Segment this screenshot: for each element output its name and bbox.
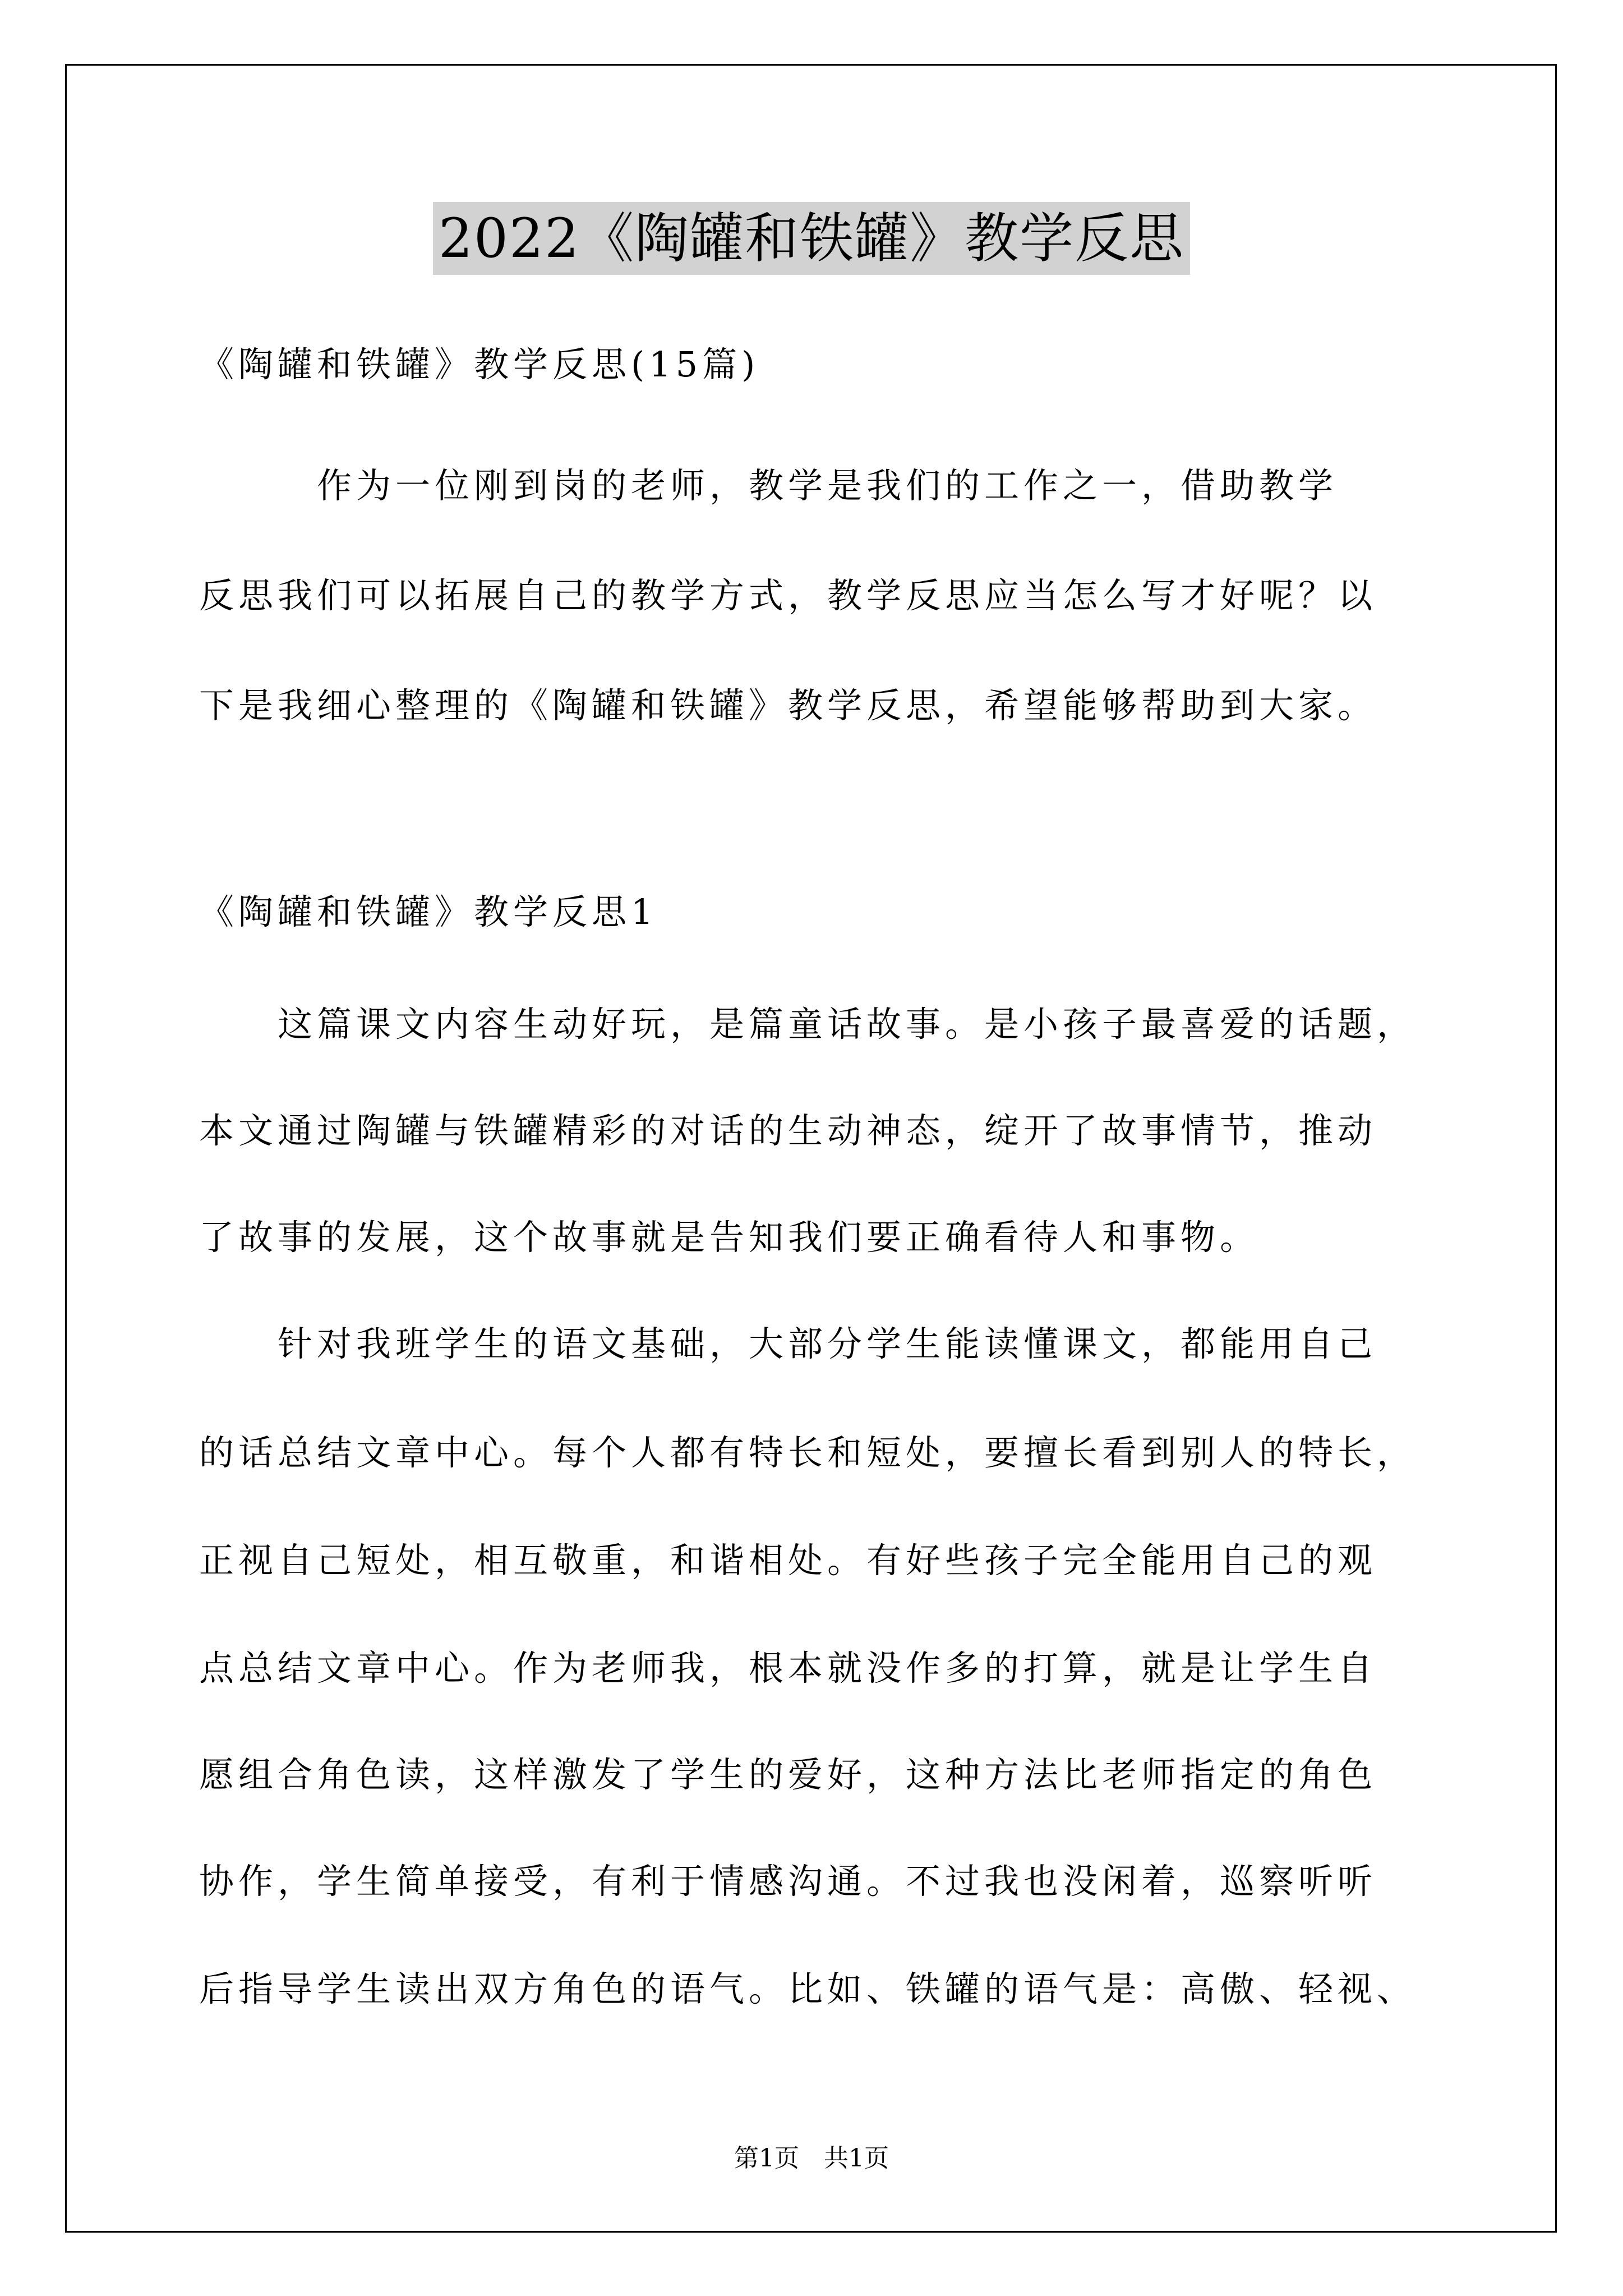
text-line: 协作，学生简单接受，有利于情感沟通。不过我也没闲着，巡察听听 xyxy=(199,1861,1377,1902)
text-line: 的话总结文章中心。每个人都有特长和短处，要擅长看到别人的特长， xyxy=(199,1432,1417,1473)
text-line: 针对我班学生的语文基础，大部分学生能读懂课文，都能用自己 xyxy=(199,1323,1377,1364)
text-line: 后指导学生读出双方角色的语气。比如、铁罐的语气是：高傲、轻视、 xyxy=(199,1968,1417,2009)
section-heading: 《陶罐和铁罐》教学反思1 xyxy=(199,891,658,932)
document-title xyxy=(0,202,1623,275)
text-line: 作为一位刚到岗的老师，教学是我们的工作之一，借助教学 xyxy=(199,465,1338,506)
text-line: 愿组合角色读，这样激发了学生的爱好，这种方法比老师指定的角色 xyxy=(199,1754,1377,1795)
text-line: 这篇课文内容生动好玩，是篇童话故事。是小孩子最喜爱的话题， xyxy=(199,1004,1417,1045)
page-footer: 第1页 共1页 xyxy=(734,2144,889,2173)
text-line: 本文通过陶罐与铁罐精彩的对话的生动神态，绽开了故事情节，推动 xyxy=(199,1110,1377,1151)
text-line: 点总结文章中心。作为老师我，根本就没作多的打算，就是让学生自 xyxy=(199,1648,1377,1688)
text-line: 正视自己短处，相互敬重，和谐相处。有好些孩子完全能用自己的观 xyxy=(199,1540,1377,1581)
text-line: 下是我细心整理的《陶罐和铁罐》教学反思，希望能够帮助到大家。 xyxy=(199,685,1377,726)
subtitle-line: 《陶罐和铁罐》教学反思(15篇) xyxy=(199,344,760,385)
text-line: 反思我们可以拓展自己的教学方式，教学反思应当怎么写才好呢？以 xyxy=(199,575,1377,616)
document-title-text: 2022《陶罐和铁罐》教学反思 xyxy=(433,202,1190,275)
text-line: 了故事的发展，这个故事就是告知我们要正确看待人和事物。 xyxy=(199,1217,1260,1258)
